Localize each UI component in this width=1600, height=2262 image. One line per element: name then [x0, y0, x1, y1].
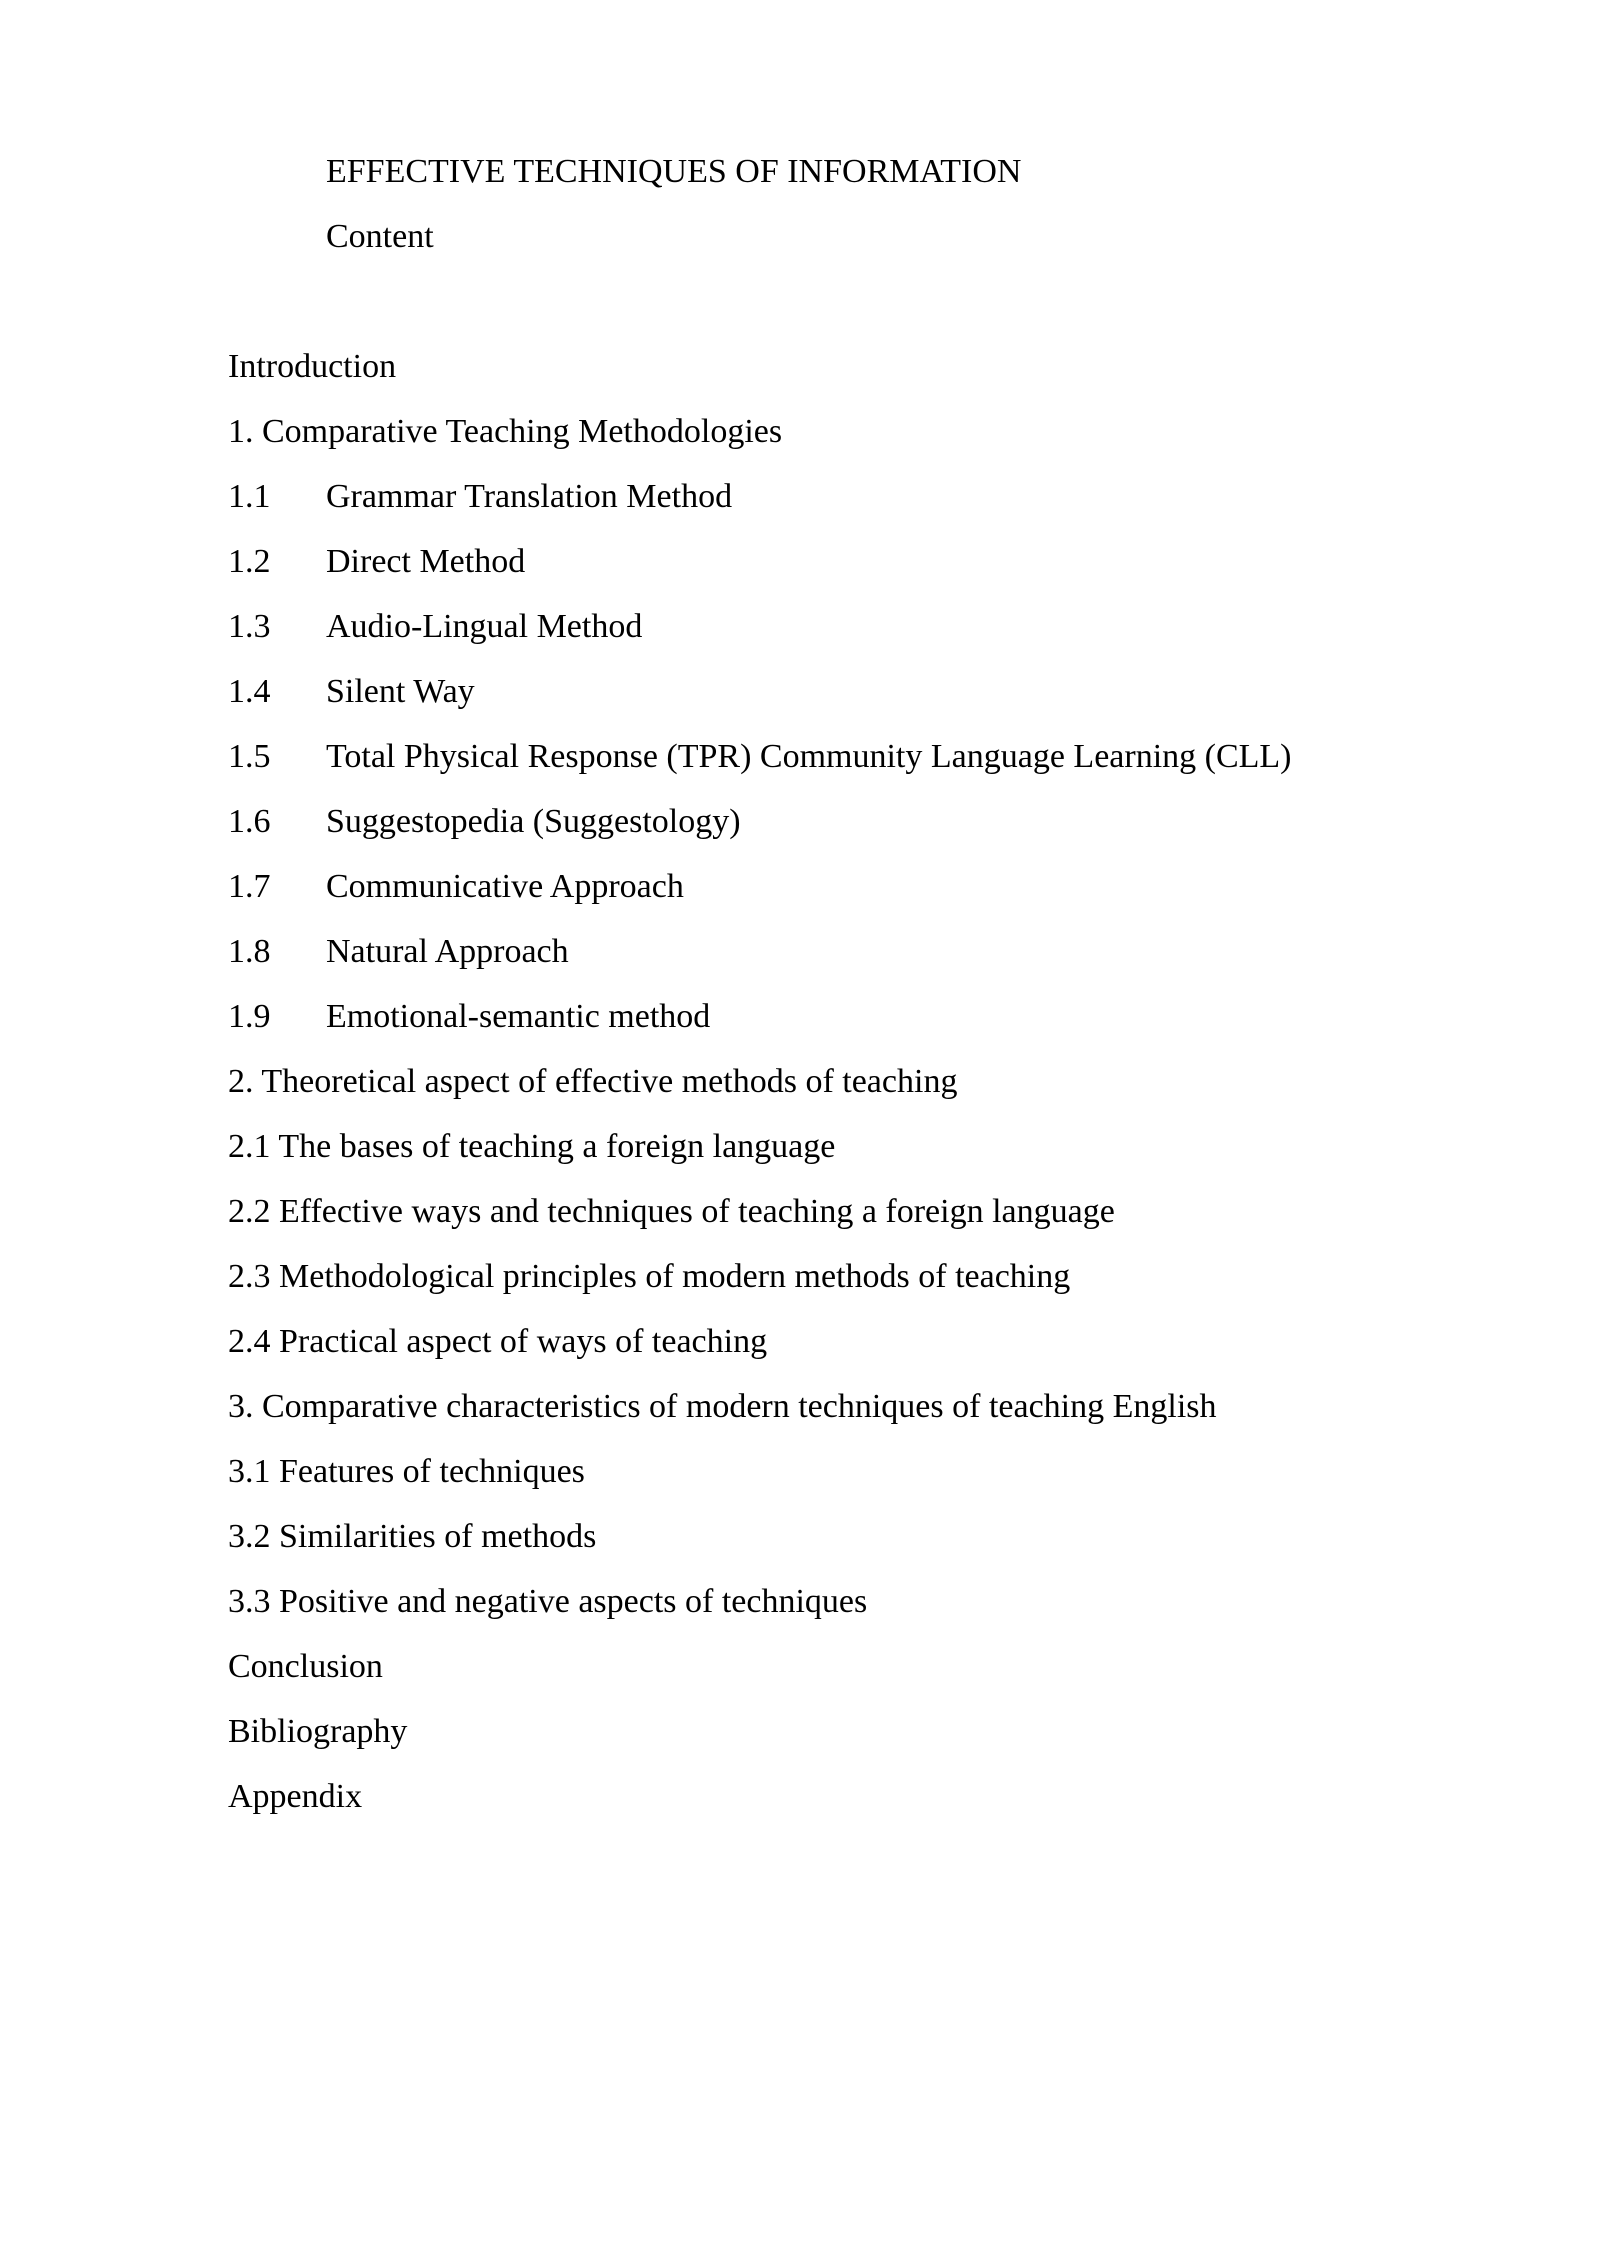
toc-entry-text: 2.1 The bases of teaching a foreign language: [228, 1128, 836, 1165]
toc-entry-text: Emotional-semantic method: [326, 998, 711, 1035]
table-of-contents: [228, 334, 1540, 1829]
toc-entry-text: Audio-Lingual Method: [326, 608, 643, 645]
toc-entry: [228, 1439, 1540, 1504]
toc-entry: [228, 1179, 1540, 1244]
toc-entry: [228, 1504, 1540, 1569]
toc-entry-text: 2.2 Effective ways and techniques of teaching a foreign language: [228, 1193, 1115, 1230]
toc-entry-text: 3.1 Features of techniques: [228, 1453, 585, 1490]
toc-entry: [228, 529, 1540, 594]
toc-entry-text: 2. Theoretical aspect of effective methods of teaching: [228, 1063, 958, 1100]
toc-entry-number: 1.4: [228, 673, 271, 710]
toc-entry-text: 2.4 Practical aspect of ways of teaching: [228, 1323, 768, 1360]
toc-entry-text: Grammar Translation Method: [326, 478, 733, 515]
toc-entry-text: 3. Comparative characteristics of modern techniques of teaching English: [228, 1388, 1217, 1425]
toc-entry-number: 1.9: [228, 998, 271, 1035]
heading-block: [228, 139, 1540, 269]
toc-entry: [228, 334, 1540, 399]
toc-entry-text: Appendix: [228, 1778, 363, 1815]
toc-entry: [228, 1309, 1540, 1374]
toc-entry: [228, 1699, 1540, 1764]
toc-entry: [228, 399, 1540, 464]
toc-entry-text: Silent Way: [326, 673, 475, 710]
toc-entry: [228, 1764, 1540, 1829]
toc-entry: [228, 1244, 1540, 1309]
document-title: EFFECTIVE TECHNIQUES OF INFORMATION: [326, 153, 1022, 190]
toc-entry: [228, 984, 1540, 1049]
blank-line: [228, 269, 1540, 334]
toc-entry: [228, 1114, 1540, 1179]
toc-entry-text: Bibliography: [228, 1713, 408, 1750]
toc-entry-text: Total Physical Response (TPR) Community Language Learning (CLL): [326, 738, 1292, 775]
toc-entry-number: 1.2: [228, 543, 271, 580]
toc-entry-number: 1.1: [228, 478, 271, 515]
toc-entry: [228, 1569, 1540, 1634]
toc-entry-text: Introduction: [228, 348, 397, 385]
toc-entry-text: Communicative Approach: [326, 868, 684, 905]
content-heading: Content: [326, 218, 434, 255]
toc-entry: [228, 1049, 1540, 1114]
toc-entry: [228, 919, 1540, 984]
toc-entry: [228, 789, 1540, 854]
toc-entry: [228, 724, 1540, 789]
toc-entry-text: 1. Comparative Teaching Methodologies: [228, 413, 783, 450]
toc-entry: [228, 854, 1540, 919]
toc-entry-number: 1.7: [228, 868, 271, 905]
toc-entry: [228, 464, 1540, 529]
toc-entry: [228, 1374, 1540, 1439]
toc-entry-number: 1.3: [228, 608, 271, 645]
toc-entry: [228, 1634, 1540, 1699]
toc-entry-text: 2.3 Methodological principles of modern methods of teaching: [228, 1258, 1071, 1295]
toc-entry-text: 3.3 Positive and negative aspects of techniques: [228, 1583, 868, 1620]
toc-entry-text: 3.2 Similarities of methods: [228, 1518, 597, 1555]
toc-entry-number: 1.8: [228, 933, 271, 970]
toc-entry-number: 1.5: [228, 738, 271, 775]
toc-entry-text: Suggestopedia (Suggestology): [326, 803, 741, 840]
toc-entry-text: Natural Approach: [326, 933, 569, 970]
toc-entry: [228, 594, 1540, 659]
toc-entry-number: 1.6: [228, 803, 271, 840]
toc-entry-text: Conclusion: [228, 1648, 383, 1685]
toc-entry-text: Direct Method: [326, 543, 526, 580]
toc-entry: [228, 659, 1540, 724]
